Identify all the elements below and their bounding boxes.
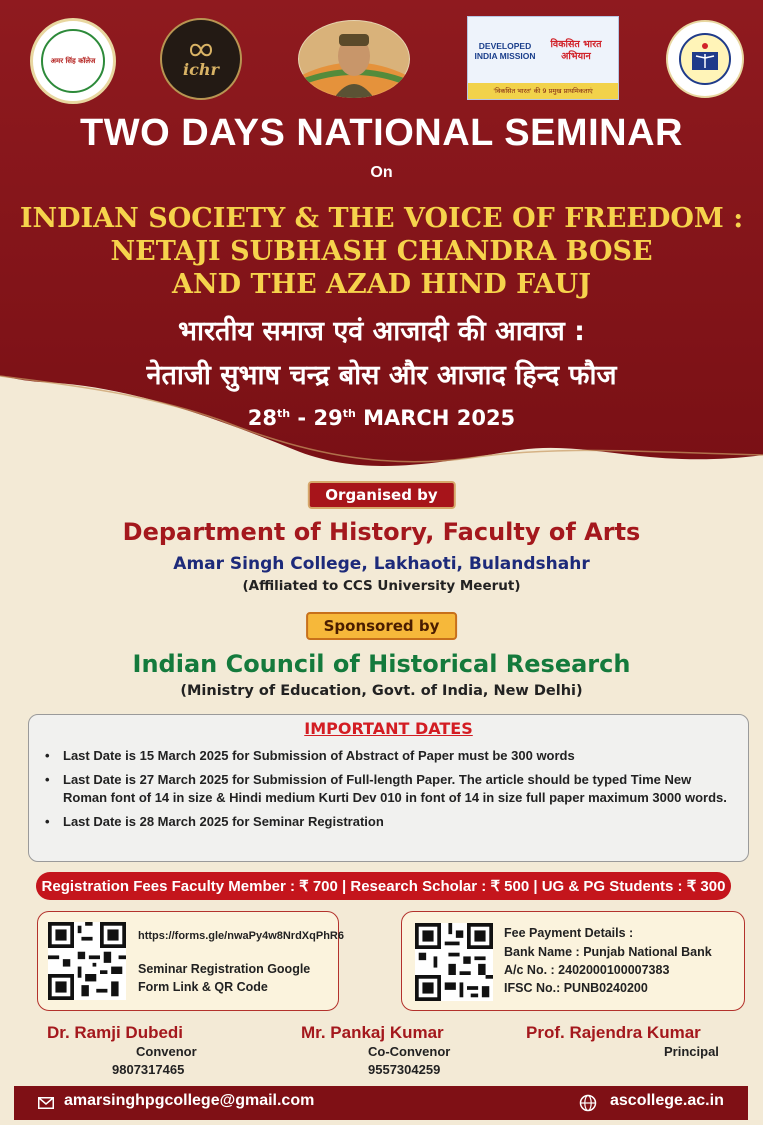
bank-name: Bank Name : Punjab National Bank — [504, 945, 712, 959]
payment-qr-icon[interactable] — [415, 923, 493, 1001]
globe-icon — [579, 1094, 597, 1112]
viksit-bharat-banner — [467, 16, 619, 100]
sponsor-name: Indian Council of Historical Research — [132, 650, 631, 678]
list-item: • Last Date is 27 March 2025 for Submission of Full-length Paper. The article should be typed Time New Roman font of 14 in size & Hindi medium Kurti Dev 010 in font of 14 in size full paper maximum 3000 words. — [45, 771, 727, 805]
department-name: Department of History, Faculty of Arts — [122, 518, 641, 546]
ichr-logo — [160, 18, 242, 100]
viksit-bharat-text: विकसित भारत अभियान — [550, 39, 602, 62]
convenor-role: Convenor — [136, 1044, 197, 1059]
college-emblem-text: अमर सिंह कॉलेज — [50, 56, 96, 65]
college-name: Amar Singh College, Lakhaoti, Bulandshahr — [173, 554, 590, 574]
payment-card — [401, 911, 745, 1011]
seminar-dates: 28th - 29th MARCH 2025 — [247, 406, 516, 430]
sponsor-ministry: (Ministry of Education, Govt. of India, New Delhi) — [180, 683, 583, 699]
university-seal-icon — [678, 32, 732, 86]
theme-line-1: INDIAN SOCIETY & THE VOICE OF FREEDOM : — [19, 203, 744, 234]
important-dates-box — [28, 714, 749, 862]
college-website[interactable]: ascollege.ac.in — [610, 1092, 724, 1109]
important-dates-title: IMPORTANT DATES — [304, 719, 473, 738]
convenor-name: Dr. Ramji Dubedi — [47, 1023, 184, 1042]
seminar-title: TWO DAYS NATIONAL SEMINAR — [80, 112, 683, 154]
registration-line-1: Seminar Registration Google — [138, 962, 311, 976]
ifsc-code: IFSC No.: PUNB0240200 — [504, 981, 648, 995]
co-convenor-role: Co-Convenor — [368, 1044, 451, 1059]
co-convenor-name: Mr. Pankaj Kumar — [301, 1023, 444, 1042]
ichr-logo-text: ichr — [183, 59, 219, 79]
affiliation: (Affiliated to CCS University Meerut) — [242, 578, 521, 594]
footer-bar — [14, 1086, 748, 1120]
registration-card — [37, 911, 344, 1011]
registration-line-2: Form Link & QR Code — [138, 980, 268, 994]
portrait-image-icon — [298, 20, 410, 98]
viksit-bharat-caption: 'विकसित भारत' की 9 प्रमुख प्राथमिकताएं — [468, 83, 618, 99]
hindi-theme-line-1: भारतीय समाज एवं आजादी की आवाज : — [178, 316, 585, 347]
co-convenor-phone[interactable]: 9557304259 — [368, 1062, 441, 1077]
developed-india-text: DEVELOPED INDIA MISSION — [474, 41, 536, 61]
sponsored-by-ribbon: Sponsored by — [306, 612, 458, 640]
list-item: • Last Date is 15 March 2025 for Submission of Abstract of Paper must be 300 words — [45, 748, 575, 763]
organised-by-ribbon: Organised by — [307, 481, 455, 509]
principal-name: Prof. Rajendra Kumar — [526, 1023, 701, 1042]
theme-line-3: AND THE AZAD HIND FAUJ — [172, 269, 591, 300]
theme-line-2: NETAJI SUBHASH CHANDRA BOSE — [110, 236, 653, 267]
hindi-theme-line-2: नेताजी सुभाष चन्द्र बोस और आजाद हिन्द फौज — [146, 360, 617, 391]
college-emblem-logo — [30, 18, 116, 104]
registration-form-link[interactable]: https://forms.gle/nwaPy4w8NrdXqPhR6 — [138, 930, 344, 942]
on-label: On — [370, 164, 393, 181]
important-dates-list — [45, 747, 733, 836]
payment-title: Fee Payment Details : — [504, 926, 634, 940]
contact-email[interactable]: amarsinghpgcollege@gmail.com — [64, 1092, 315, 1109]
university-logo — [666, 20, 744, 98]
list-item: • Last Date is 28 March 2025 for Seminar Registration — [45, 813, 384, 829]
netaji-portrait — [298, 20, 410, 98]
registration-qr-icon[interactable] — [48, 922, 126, 1000]
principal-role: Principal — [664, 1044, 719, 1059]
convenor-phone[interactable]: 9807317465 — [112, 1062, 185, 1077]
mail-icon — [38, 1097, 54, 1109]
registration-fees-bar: Registration Fees Faculty Member : ₹ 700 | Research Scholar : ₹ 500 | UG & PG Students : ₹ 300 — [36, 872, 731, 900]
account-number: A/c No. : 2402000100007383 — [504, 963, 670, 977]
ichr-knot-icon — [188, 40, 214, 60]
